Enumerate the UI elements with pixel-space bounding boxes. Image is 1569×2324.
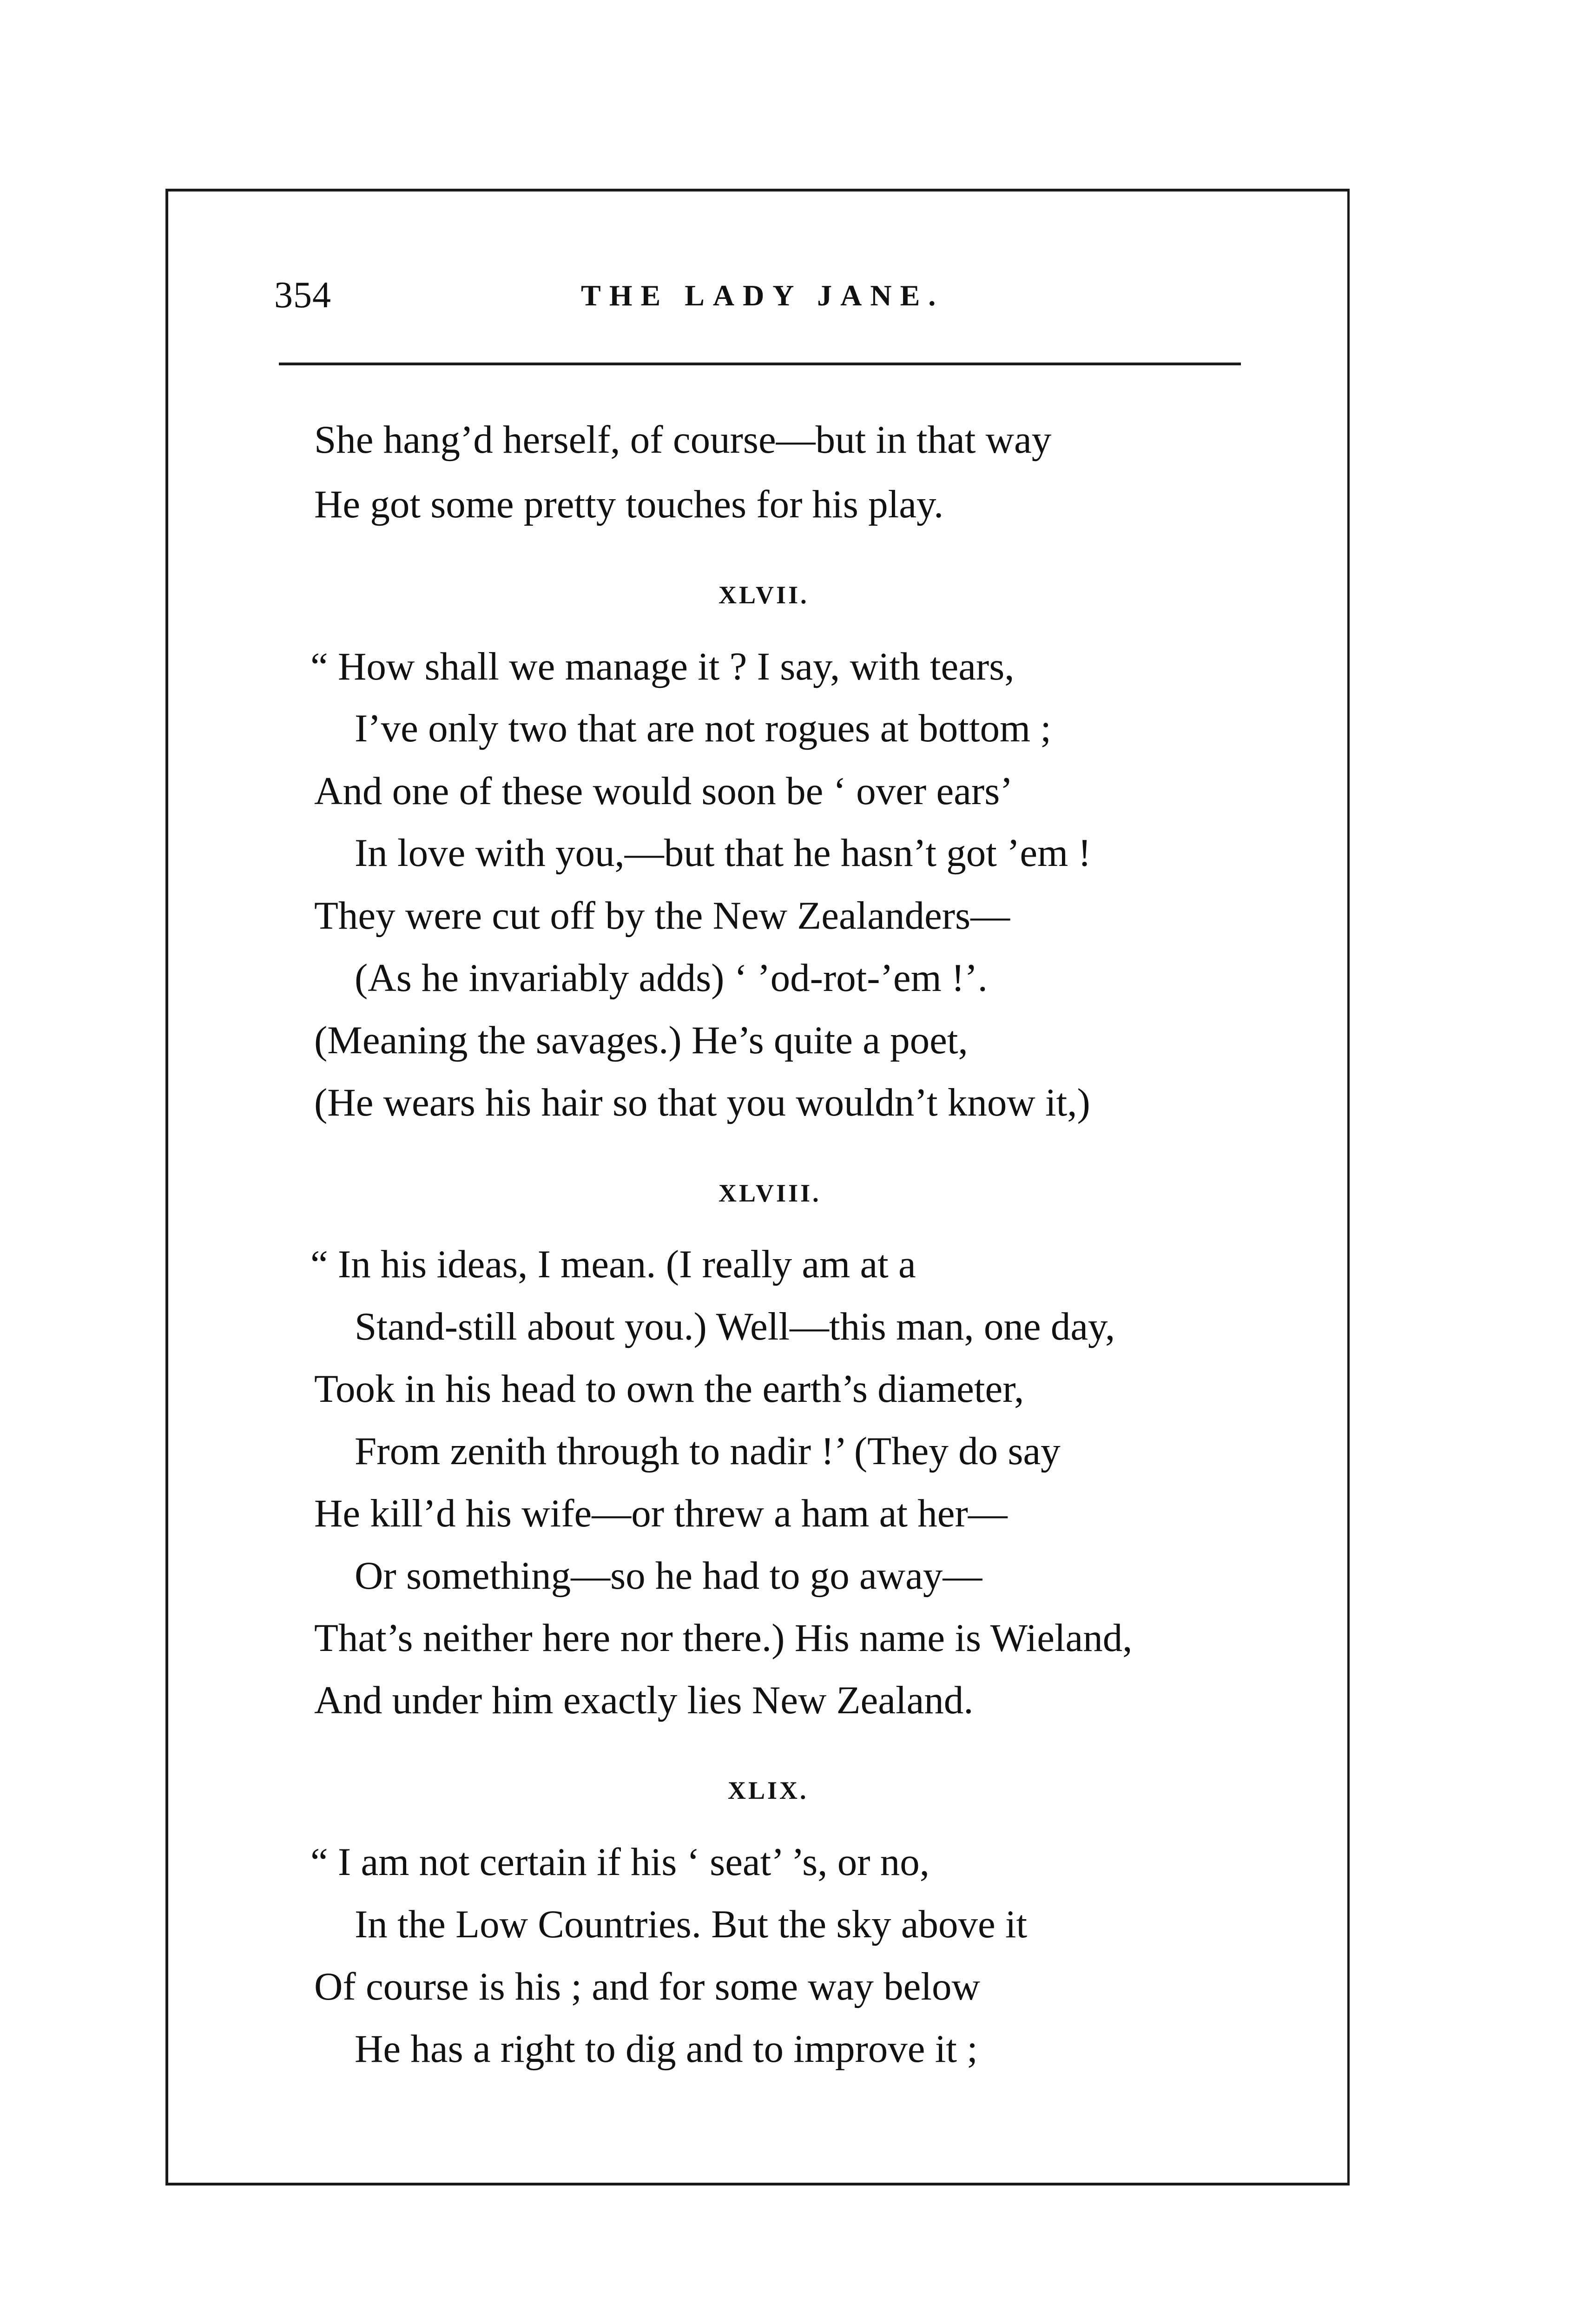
verse-line: That’s neither here nor there.) His name is Wieland, bbox=[314, 1616, 1133, 1660]
verse-line: They were cut off by the New Zealanders— bbox=[314, 894, 1010, 938]
verse-line: In love with you,—but that he hasn’t got ’em ! bbox=[355, 831, 1091, 875]
verse-line: And under him exactly lies New Zealand. bbox=[314, 1678, 974, 1722]
running-title: THE LADY JANE. bbox=[581, 279, 944, 312]
verse-line: From zenith through to nadir !’ (They do say bbox=[355, 1429, 1061, 1473]
verse-line: Of course is his ; and for some way below bbox=[314, 1965, 980, 2008]
header-rule bbox=[279, 363, 1241, 365]
verse-line: (Meaning the savages.) He’s quite a poet, bbox=[314, 1018, 968, 1062]
verse-line: And one of these would soon be ‘ over ears’ bbox=[314, 769, 1013, 813]
verse-line: She hang’d herself, of course—but in that way bbox=[314, 418, 1052, 462]
verse-line: In the Low Countries. But the sky above it bbox=[355, 1902, 1028, 1946]
verse-line: He has a right to dig and to improve it ; bbox=[355, 2027, 978, 2071]
stanza-number: XLVII. bbox=[719, 581, 809, 609]
verse-line: (As he invariably adds) ‘ ’od-rot-’em !’. bbox=[355, 956, 988, 1000]
page-number: 354 bbox=[274, 275, 331, 316]
verse-line: He kill’d his wife—or threw a ham at her— bbox=[314, 1492, 1008, 1535]
verse-line: (He wears his hair so that you wouldn’t know it,) bbox=[314, 1081, 1090, 1124]
verse-line: I’ve only two that are not rogues at bottom ; bbox=[355, 706, 1051, 750]
verse-line: Took in his head to own the earth’s diameter, bbox=[314, 1367, 1024, 1411]
stanza-number: XLIX. bbox=[728, 1776, 809, 1804]
verse-line: “ I am not certain if his ‘ seat’ ’s, or no, bbox=[310, 1840, 930, 1884]
stanza-number: XLVIII. bbox=[719, 1179, 821, 1207]
verse-line: “ How shall we manage it ? I say, with tears, bbox=[310, 645, 1015, 688]
verse-line: He got some pretty touches for his play. bbox=[314, 482, 944, 526]
verse-line: Or something—so he had to go away— bbox=[355, 1554, 982, 1598]
verse-line: “ In his ideas, I mean. (I really am at a bbox=[310, 1242, 916, 1286]
verse-line: Stand-still about you.) Well—this man, one day, bbox=[355, 1305, 1115, 1348]
